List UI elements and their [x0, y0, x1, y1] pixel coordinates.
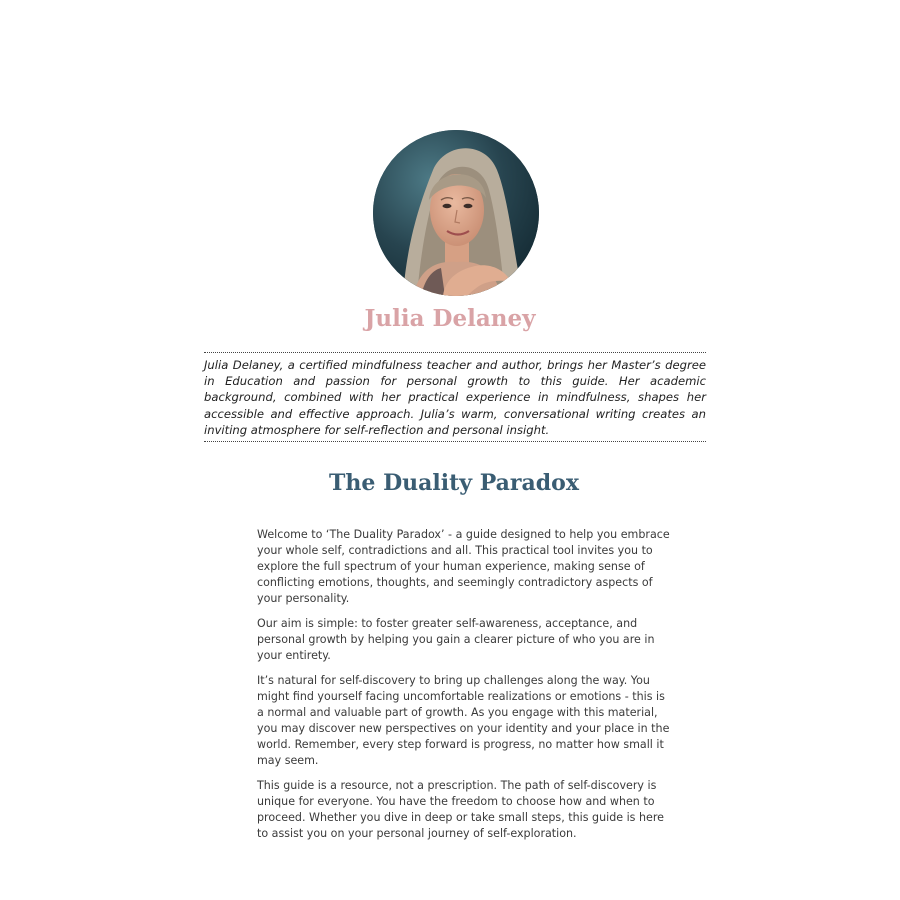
portrait-illustration: [373, 130, 539, 296]
intro-text: [257, 527, 671, 851]
author-bio: Julia Delaney, a certified mindfulness teacher and author, brings her Master’s degree in Education and passion for personal growth to this guide. Her academic background, combined with her practical experience in mindfulness, shapes her accessible and effective approach. Julia’s warm, conversational writing creates an inviting atmosphere for self-reflection and personal insight.: [204, 358, 706, 437]
author-bio-box: [204, 352, 706, 442]
author-portrait: [373, 130, 539, 296]
intro-paragraph: This guide is a resource, not a prescription. The path of self-discovery is unique for everyone. You have the freedom to choose how and when to proceed. Whether you dive in deep or take small steps, this guide is here to assist you on your personal journey of self-exploration.: [257, 779, 664, 840]
author-name: Julia Delaney: [364, 305, 536, 332]
book-title: The Duality Paradox: [329, 470, 579, 496]
intro-paragraph: Our aim is simple: to foster greater self-awareness, acceptance, and personal growth by helping you gain a clearer picture of who you are in your entirety.: [257, 617, 655, 662]
intro-paragraph: Welcome to ‘The Duality Paradox’ - a guide designed to help you embrace your whole self, contradictions and all. This practical tool invites you to explore the full spectrum of your human experience, making sense of conflicting emotions, thoughts, and seemingly contradictory aspects of your personality.: [257, 528, 670, 605]
intro-paragraph: It’s natural for self-discovery to bring up challenges along the way. You might find yourself facing uncomfortable realizations or emotions - this is a normal and valuable part of growth. As you engage with this material, you may discover new perspectives on your identity and your place in the world. Remember, every step forward is progress, no matter how small it may seem.: [257, 674, 670, 767]
